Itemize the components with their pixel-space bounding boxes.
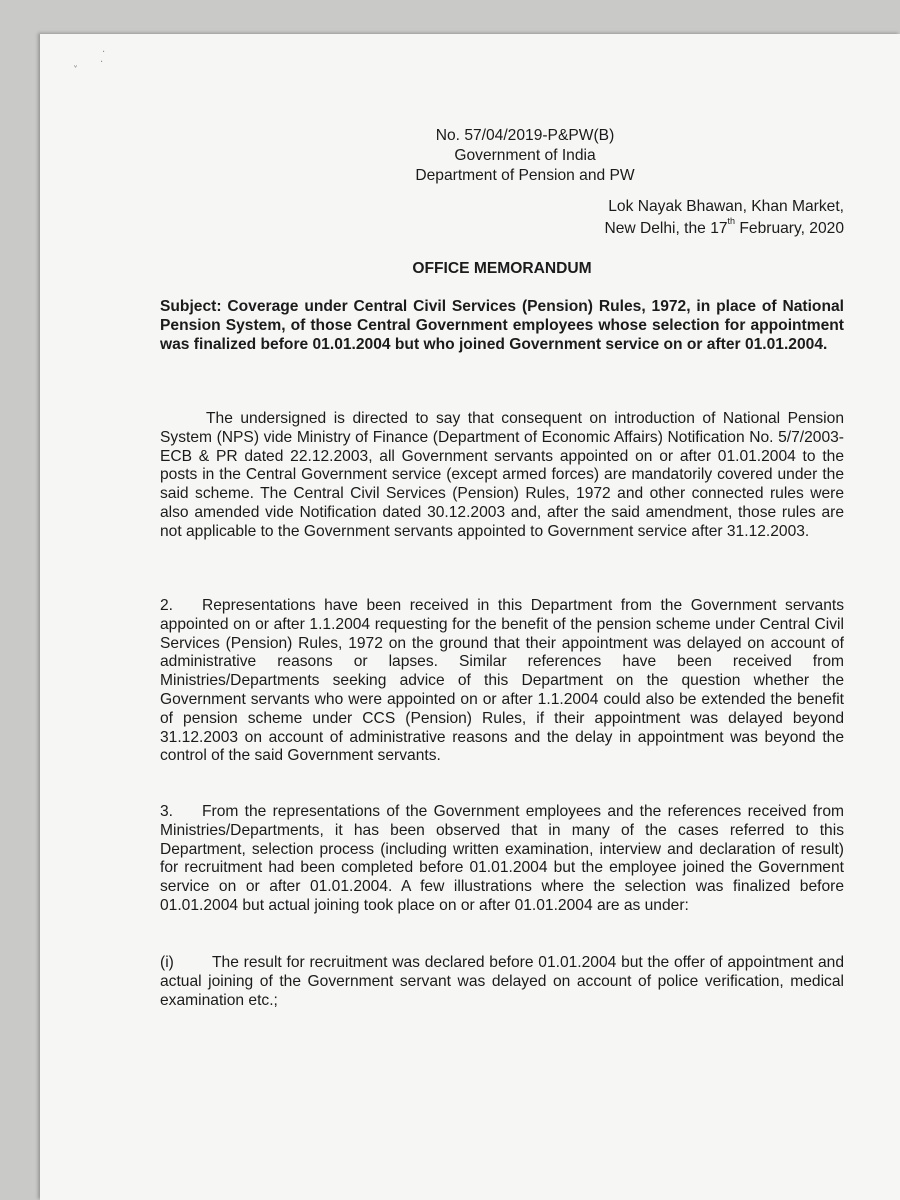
subject-line: Subject: Coverage under Central Civil Services (Pension) Rules, 1972, in place of National Pension System, of those Central Government employees whose selection for appointment was finalized before 01.01.2004 but who joined Government service on or after 01.01.2004.: [160, 298, 844, 353]
address-block: [604, 196, 844, 240]
scan-speck: ·: [102, 47, 106, 58]
scan-speck: ·: [100, 57, 104, 68]
address-date-line: [604, 218, 844, 240]
paragraph-2: [160, 597, 844, 766]
paragraph-3: [160, 803, 844, 916]
reference-number: No. 57/04/2019-P&PW(B): [435, 127, 615, 144]
paragraph-text: The result for recruitment was declared before 01.01.2004 but the offer of appointment and actual joining of the Government servant was delayed on account of police verification, medical examination etc.;: [160, 954, 844, 1009]
document-page: [40, 34, 900, 1200]
government-name: Government of India: [454, 147, 596, 164]
paragraph-text: The undersigned is directed to say that consequent on introduction of National Pension System (NPS) vide Ministry of Finance (Department of Economic Affairs) Notification No. 5/7/2003-ECB & PR dated 22.12.2003, all Government servants appointed on or after 01.01.2004 to the posts in the Central Government service (except armed forces) are mandatorily covered under the said scheme. The Central Civil Services (Pension) Rules, 1972 and other connected rules were also amended vide Notification dated 30.12.2003 and, after the said amendment, those rules are not applicable to the Government servants appointed to Government service after 31.12.2003.: [160, 410, 844, 540]
address-line-1: Lok Nayak Bhawan, Khan Market,: [608, 198, 844, 215]
date-ordinal: th: [727, 216, 736, 226]
paragraph-number: 2.: [160, 597, 174, 614]
paragraph-1: [160, 410, 844, 542]
paragraph-number: (i): [160, 954, 174, 971]
paragraph-illustration-i: [160, 954, 844, 1010]
document-title: OFFICE MEMORANDUM: [412, 260, 592, 277]
letterhead: [375, 126, 675, 186]
paragraph-number: 3.: [160, 803, 174, 820]
paragraph-text: Representations have been received in this Department from the Government servants appointed on or after 1.1.2004 requesting for the benefit of the pension scheme under Central Civil Services (Pension) Rules, 1972 on the ground that their appointment was delayed on account of administrative reasons or lapses. Similar references have been received from Ministries/Departments seeking advice of this Department on the question whether the Government servants who were appointed on or after 1.1.2004 could also be extended the benefit of pension scheme under CCS (Pension) Rules, if their appointment was delayed beyond 31.12.2003 on account of administrative reasons and the delay in appointment was beyond the control of the said Government servants.: [160, 597, 844, 765]
scan-speck: ˅: [73, 65, 78, 76]
department-name: Department of Pension and PW: [415, 167, 635, 184]
paragraph-text: From the representations of the Government employees and the references received from Ministries/Departments, it has been observed that in many of the cases referred to this Department, selection process (including written examination, interview and declaration of result) for recruitment had been completed before 01.01.2004 but the employee joined the Government service on or after 01.01.2004. A few illustrations where the selection was finalized before 01.01.2004 but actual joining took place on or after 01.01.2004 are as under:: [160, 803, 844, 914]
date-prefix: New Delhi, the 17: [604, 220, 728, 237]
date-suffix: February, 2020: [735, 220, 844, 237]
